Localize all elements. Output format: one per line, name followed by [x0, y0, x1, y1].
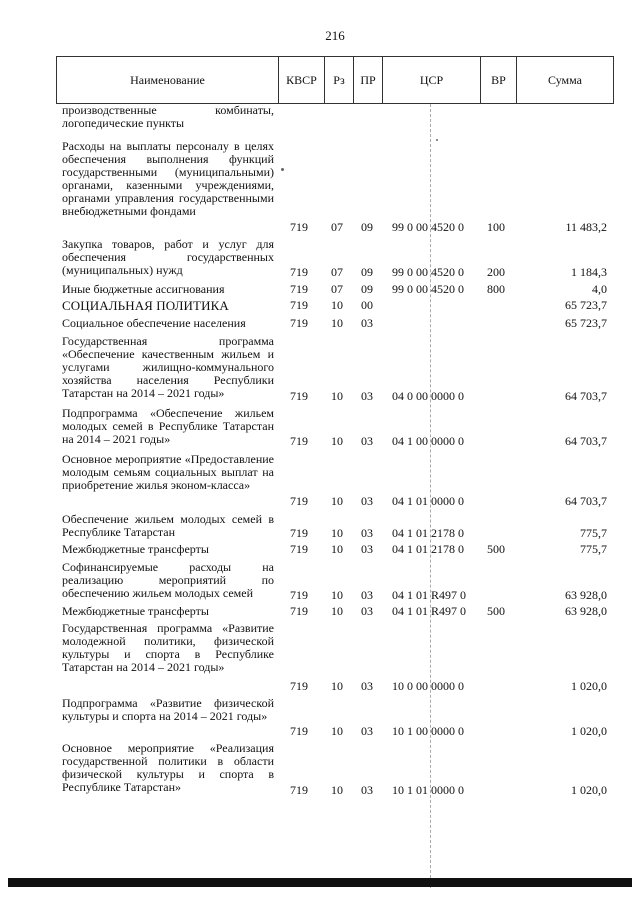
row-sum: 65 723,7	[565, 316, 607, 330]
row-csr: 10 1 01 0000 0	[392, 783, 464, 797]
row-rz: 10	[331, 389, 343, 403]
row-pr: 03	[361, 494, 373, 508]
row-pr: 03	[361, 542, 373, 556]
row-rz: 10	[331, 542, 343, 556]
row-sum: 4,0	[592, 282, 607, 296]
row-rz: 07	[331, 265, 343, 279]
row-csr: 10 1 00 0000 0	[392, 724, 464, 738]
header-csr: ЦСР	[383, 57, 481, 103]
row-sum: 64 703,7	[565, 494, 607, 508]
row-rz: 10	[331, 588, 343, 602]
header-name: Наименование	[57, 57, 279, 103]
row-csr: 10 0 00 0000 0	[392, 679, 464, 693]
row-kvsr: 719	[290, 389, 308, 403]
row-sum: 11 483,2	[565, 220, 607, 234]
row-csr: 04 1 00 0000 0	[392, 434, 464, 448]
row-rz: 10	[331, 783, 343, 797]
row-rz: 10	[331, 526, 343, 540]
header-sum: Сумма	[548, 72, 582, 87]
row-name: Иные бюджетные ассигнования	[62, 282, 225, 296]
row-name: Государственная программа «Обеспечение качественным жильем и услугами жилищно-коммунального хозяйства населения Республики Татарстан на 2014 – 2021 годы»	[62, 334, 274, 400]
row-sum: 1 020,0	[571, 783, 607, 797]
row-csr: 04 1 01 R497 0	[392, 604, 467, 618]
row-name: Софинансируемые расходы на реализацию мероприятий по обеспечению жильем молодых семей	[62, 560, 274, 600]
row-kvsr: 719	[290, 298, 308, 312]
row-rz: 10	[331, 724, 343, 738]
row-sum: 64 703,7	[565, 389, 607, 403]
row-kvsr: 719	[290, 588, 308, 602]
row-kvsr: 719	[290, 494, 308, 508]
row-vr: 200	[487, 265, 505, 279]
row-pr: 09	[361, 265, 373, 279]
row-sum: 63 928,0	[565, 588, 607, 602]
header-vr: ВР	[481, 57, 517, 103]
row-sum: 64 703,7	[565, 434, 607, 448]
row-rz: 10	[331, 298, 343, 312]
header-pr: ПР	[354, 57, 383, 103]
row-rz: 10	[331, 316, 343, 330]
row-kvsr: 719	[290, 316, 308, 330]
row-kvsr: 719	[290, 679, 308, 693]
row-sum: 1 020,0	[571, 724, 607, 738]
row-pr: 03	[361, 389, 373, 403]
row-name: Подпрограмма «Обеспечение жильем молодых семей в Республике Татарстан на 2014 – 2021 годы»	[62, 406, 274, 446]
row-kvsr: 719	[290, 526, 308, 540]
row-rz: 10	[331, 679, 343, 693]
row-sum: 775,7	[580, 526, 607, 540]
row-sum: 1 184,3	[571, 265, 607, 279]
row-kvsr: 719	[290, 265, 308, 279]
row-csr: 04 1 01 2178 0	[392, 542, 464, 556]
row-pr: 09	[361, 220, 373, 234]
row-rz: 10	[331, 604, 343, 618]
row-csr: 04 0 00 0000 0	[392, 389, 464, 403]
row-name: производственные комбинаты, логопедические пункты	[62, 103, 274, 130]
row-name: Основное мероприятие «Предоставление молодым семьям социальных выплат на приобретение жилья эконом-класса»	[62, 452, 274, 492]
page-number: 216	[325, 28, 345, 43]
row-vr: 100	[487, 220, 505, 234]
row-rz: 10	[331, 494, 343, 508]
row-name: Государственная программа «Развитие молодежной политики, физической культуры и спорта в Республике Татарстан на 2014 – 2021 годы»	[62, 621, 274, 674]
header-kvsr: КВСР	[279, 57, 325, 103]
row-kvsr: 719	[290, 542, 308, 556]
row-pr: 03	[361, 588, 373, 602]
row-kvsr: 719	[290, 724, 308, 738]
row-csr: 99 0 00 4520 0	[392, 265, 464, 279]
row-csr: 04 1 01 2178 0	[392, 526, 464, 540]
row-vr: 800	[487, 282, 505, 296]
row-vr: 500	[487, 542, 505, 556]
row-name: Межбюджетные трансферты	[62, 542, 209, 556]
row-pr: 03	[361, 679, 373, 693]
row-csr: 04 1 01 R497 0	[392, 588, 467, 602]
row-vr: 500	[487, 604, 505, 618]
row-name: Закупка товаров, работ и услуг для обеспечения государственных (муниципальных) нужд	[62, 237, 274, 277]
row-pr: 03	[361, 724, 373, 738]
row-pr: 03	[361, 783, 373, 797]
row-csr: 04 1 01 0000 0	[392, 494, 464, 508]
row-csr: 99 0 00 4520 0	[392, 220, 464, 234]
row-pr: 03	[361, 526, 373, 540]
row-rz: 07	[331, 282, 343, 296]
section-title: СОЦИАЛЬНАЯ ПОЛИТИКА	[62, 298, 229, 313]
row-rz: 10	[331, 434, 343, 448]
header-rz: Рз	[325, 57, 354, 103]
row-name: Межбюджетные трансферты	[62, 604, 209, 618]
row-sum: 63 928,0	[565, 604, 607, 618]
row-sum: 775,7	[580, 542, 607, 556]
row-name: Социальное обеспечение населения	[62, 316, 246, 330]
row-name: Расходы на выплаты персоналу в целях обеспечения выполнения функций государственными (муниципальными) органами, казенными учреждениями, органами управления государственными внебюджетными фондами	[62, 139, 274, 218]
scan-edge-bar	[8, 878, 632, 887]
row-kvsr: 719	[290, 282, 308, 296]
row-pr: 03	[361, 604, 373, 618]
row-kvsr: 719	[290, 220, 308, 234]
row-name: Обеспечение жильем молодых семей в Республике Татарстан	[62, 512, 274, 539]
row-csr: 99 0 00 4520 0	[392, 282, 464, 296]
row-kvsr: 719	[290, 434, 308, 448]
row-name: Подпрограмма «Развитие физической культуры и спорта на 2014 – 2021 годы»	[62, 696, 274, 723]
row-sum: 65 723,7	[565, 298, 607, 312]
row-sum: 1 020,0	[571, 679, 607, 693]
row-kvsr: 719	[290, 783, 308, 797]
row-pr: 09	[361, 282, 373, 296]
row-name: Основное мероприятие «Реализация государственной политики в области физической культуры и спорта в Республике Татарстан»	[62, 741, 274, 794]
row-kvsr: 719	[290, 604, 308, 618]
row-pr: 00	[361, 298, 373, 312]
row-pr: 03	[361, 316, 373, 330]
row-pr: 03	[361, 434, 373, 448]
row-rz: 07	[331, 220, 343, 234]
